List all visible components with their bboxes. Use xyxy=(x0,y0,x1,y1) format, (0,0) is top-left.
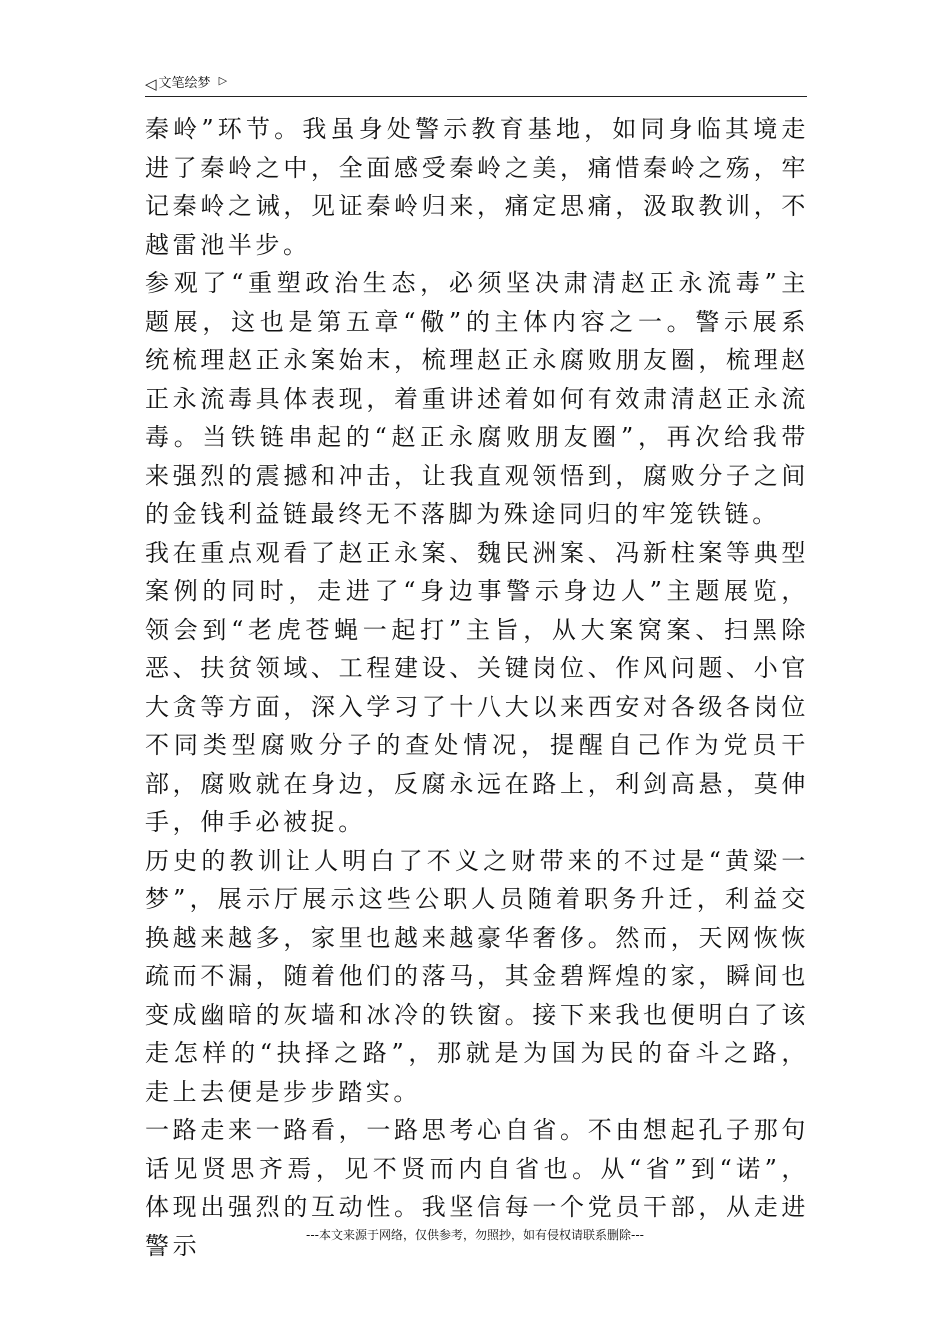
document-body xyxy=(145,110,809,1265)
paragraph-5: 一路走来一路看，一路思考心自省。不由想起孔子那句话见贤思齐焉，见不贤而内自省也。从“省”到“诺”，体现出强烈的互动性。我坚信每一个党员干部，从走进警示 xyxy=(145,1116,809,1260)
page-header xyxy=(145,72,807,97)
paragraph-2: 参观了“重塑政治生态，必须坚决肃清赵正永流毒”主题展，这也是第五章“儆”的主体内容之一。警示展系统梳理赵正永案始末，梳理赵正永腐败朋友圈，梳理赵正永流毒具体表现，着重讲述着如何有效肃清赵正永流毒。当铁链串起的“赵正永腐败朋友圈”，再次给我带来强烈的震撼和冲击，让我直观领悟到，腐败分子之间的金钱利益链最终无不落脚为殊途同归的牢笼铁链。 xyxy=(145,269,809,528)
paragraph-3: 我在重点观看了赵正永案、魏民洲案、冯新柱案等典型案例的同时，走进了“身边事警示身边人”主题展览，领会到“老虎苍蝇一起打”主旨，从大案窝案、扫黑除恶、扶贫领域、工程建设、关键岗位、作风问题、小官大贪等方面，深入学习了十八大以来西安对各级各岗位不同类型腐败分子的查处情况，提醒自己作为党员干部，腐败就在身边，反腐永远在路上，利剑高悬，莫伸手，伸手必被捉。 xyxy=(145,538,809,836)
left-triangle-icon: ◁ xyxy=(145,75,157,93)
paragraph-1: 秦岭”环节。我虽身处警示教育基地，如同身临其境走进了秦岭之中，全面感受秦岭之美，痛惜秦岭之殇，牢记秦岭之诫，见证秦岭归来，痛定思痛，汲取教训，不越雷池半步。 xyxy=(145,115,809,259)
header-title: 文笔绘梦 xyxy=(158,76,211,91)
paragraph-4: 历史的教训让人明白了不义之财带来的不过是“黄粱一梦”，展示厅展示这些公职人员随着职务升迁，利益交换越来越多，家里也越来越豪华奢侈。然而，天网恢恢疏而不漏，随着他们的落马，其金碧辉煌的家，瞬间也变成幽暗的灰墙和冰冷的铁窗。接下来我也便明白了该走怎样的“抉择之路”，那就是为国为民的奋斗之路，走上去便是步步踏实。 xyxy=(145,846,809,1106)
footer-notice: ---本文来源于网络，仅供参考，勿照抄，如有侵权请联系删除--- xyxy=(306,1228,644,1242)
right-triangle-icon: ▷ xyxy=(218,74,228,87)
